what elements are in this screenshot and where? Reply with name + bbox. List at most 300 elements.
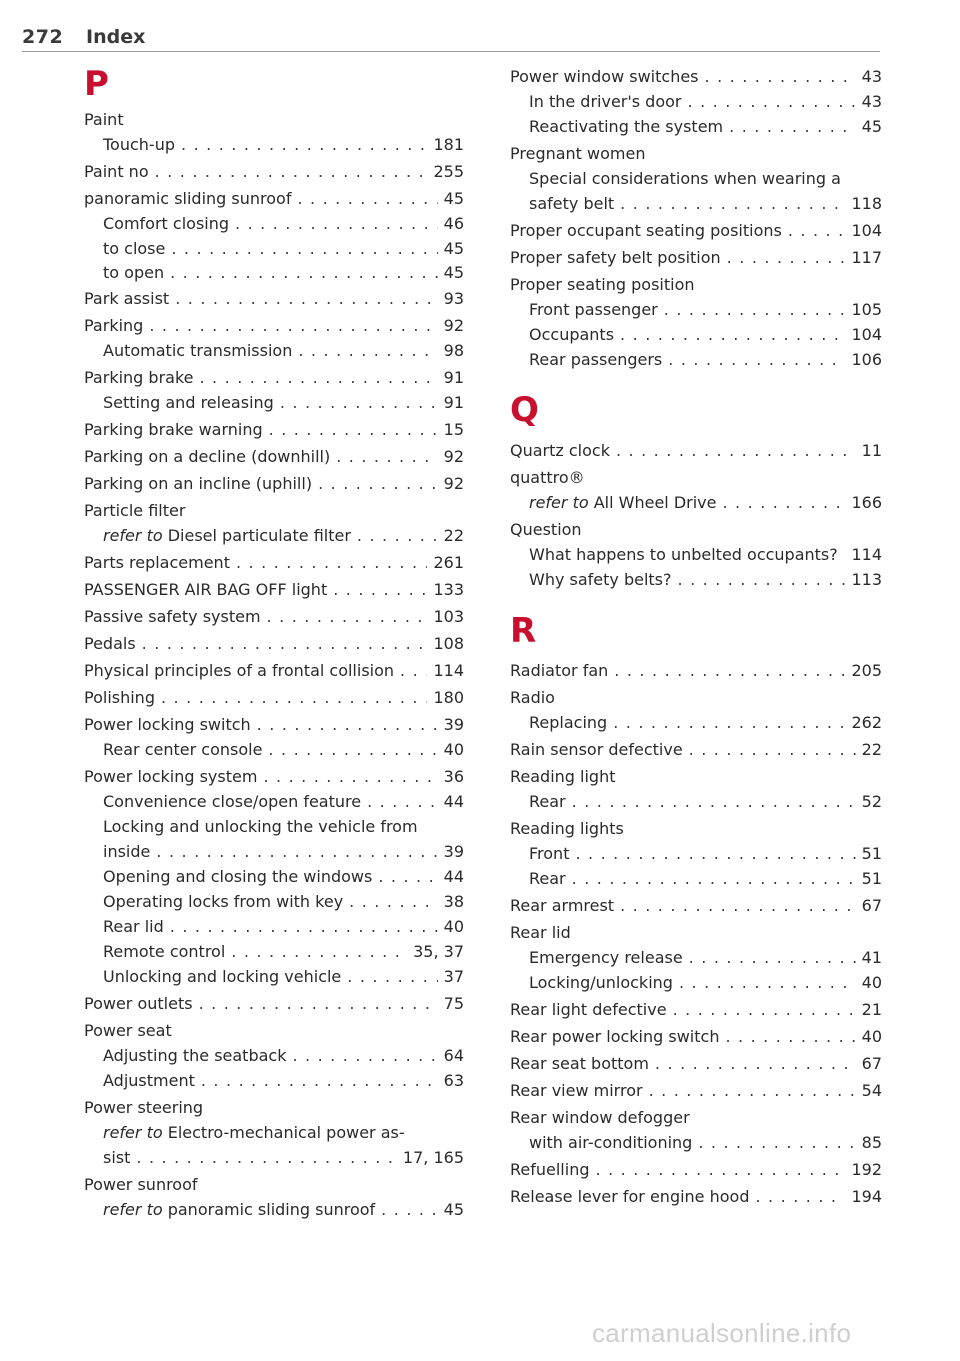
index-entry <box>529 712 882 734</box>
dot-leader <box>181 134 427 156</box>
dot-leader <box>347 966 437 988</box>
dot-leader <box>142 633 428 655</box>
index-entry <box>529 569 882 591</box>
dot-leader <box>357 525 438 547</box>
dot-leader <box>588 519 876 541</box>
entry-label: Comfort closing <box>103 214 230 233</box>
entry-label: Rear lid <box>103 917 164 936</box>
entry-label: Radio <box>510 688 555 707</box>
index-entry <box>510 739 882 761</box>
dot-leader <box>722 492 845 514</box>
refer-to-label: refer to <box>103 1123 163 1142</box>
page-reference: 91 <box>443 393 464 412</box>
entry-label: Front <box>529 844 570 863</box>
dot-leader <box>268 739 437 761</box>
entry-label: Parking brake warning <box>84 420 263 439</box>
page-reference: 92 <box>443 474 464 493</box>
page-reference: 114 <box>851 545 882 564</box>
dot-leader <box>591 467 876 489</box>
page-reference: 113 <box>851 570 882 589</box>
dot-leader <box>664 299 846 321</box>
page-reference: 43 <box>861 67 882 86</box>
entry-label: Adjusting the seatback <box>103 1046 287 1065</box>
index-entry <box>103 916 464 938</box>
page-reference: 43 <box>861 92 882 111</box>
dot-leader <box>381 1199 437 1221</box>
dot-leader <box>156 841 437 863</box>
page-reference: 11 <box>861 441 882 460</box>
entry-label <box>103 1122 405 1144</box>
entry-label: Particle filter <box>84 501 186 520</box>
entry-label: Parts replacement <box>84 553 230 572</box>
entry-label: Touch-up <box>103 135 175 154</box>
dot-leader <box>257 714 438 736</box>
entry-text: Electro-mechanical power as- <box>167 1123 405 1142</box>
index-entry <box>84 766 464 788</box>
page-reference: 52 <box>861 792 882 811</box>
index-entry <box>529 1132 882 1154</box>
dot-leader <box>844 544 846 566</box>
entry-text: All Wheel Drive <box>593 493 717 512</box>
entry-label: Rear view mirror <box>510 1081 643 1100</box>
dot-leader <box>378 866 437 888</box>
entry-label: Question <box>510 520 582 539</box>
dot-leader <box>613 712 845 734</box>
page-reference: 40 <box>443 917 464 936</box>
page-reference: 45 <box>443 263 464 282</box>
entry-label: Pregnant women <box>510 144 646 163</box>
dot-leader <box>701 274 876 296</box>
dot-leader <box>297 188 437 210</box>
index-entry <box>510 1159 882 1181</box>
entry-label <box>103 525 351 547</box>
index-entry <box>529 843 882 865</box>
page-reference: 41 <box>861 948 882 967</box>
page-reference: 255 <box>433 162 464 181</box>
dot-leader <box>155 161 428 183</box>
index-entry <box>84 1020 464 1042</box>
section-letter: P <box>84 64 109 104</box>
index-entry <box>529 324 882 346</box>
page-reference: 85 <box>861 1133 882 1152</box>
entry-label: Rear <box>529 869 566 888</box>
page-reference: 22 <box>443 526 464 545</box>
page-reference: 92 <box>443 316 464 335</box>
index-entry <box>510 687 882 709</box>
dot-leader <box>727 247 846 269</box>
page-reference: 67 <box>861 896 882 915</box>
page-reference: 133 <box>433 580 464 599</box>
entry-label: Paint no <box>84 162 149 181</box>
entry-label: Rear power locking switch <box>510 1027 720 1046</box>
page-reference: 35, 37 <box>413 942 464 961</box>
page-reference: 180 <box>433 688 464 707</box>
page-reference: 45 <box>861 117 882 136</box>
dot-leader <box>673 999 856 1021</box>
entry-label: Replacing <box>529 713 608 732</box>
page-reference: 181 <box>433 135 464 154</box>
index-entry <box>103 841 464 863</box>
index-entry <box>529 972 882 994</box>
page-reference: 194 <box>851 1187 882 1206</box>
entry-label: Convenience close/open feature <box>103 792 362 811</box>
index-entry <box>84 552 464 574</box>
page-reference: 36 <box>443 767 464 786</box>
dot-leader <box>614 660 845 682</box>
entry-label: PASSENGER AIR BAG OFF light <box>84 580 328 599</box>
dot-leader <box>788 220 846 242</box>
dot-leader <box>705 66 856 88</box>
dot-leader <box>622 766 877 788</box>
page-reference: 105 <box>851 300 882 319</box>
entry-label: Why safety belts? <box>529 570 672 589</box>
entry-label: Release lever for engine hood <box>510 1187 750 1206</box>
index-entry <box>529 868 882 890</box>
page-reference: 17, 165 <box>402 1148 464 1167</box>
index-entry <box>529 544 882 566</box>
page-reference: 67 <box>861 1054 882 1073</box>
index-entry <box>84 161 464 183</box>
index-entry <box>529 116 882 138</box>
entry-label: Special considerations when wearing a <box>529 169 841 188</box>
dot-leader <box>170 262 438 284</box>
index-entry <box>529 299 882 321</box>
index-entry <box>529 91 882 113</box>
index-entry <box>510 220 882 242</box>
entry-label: Refuelling <box>510 1160 590 1179</box>
index-entry <box>529 492 882 514</box>
entry-label: Rear <box>529 792 566 811</box>
dot-leader <box>170 916 438 938</box>
index-entry <box>510 1080 882 1102</box>
dot-leader <box>678 569 846 591</box>
entry-label: Paint <box>84 110 124 129</box>
dot-leader <box>561 687 876 709</box>
index-entry <box>510 1186 882 1208</box>
entry-label: Power sunroof <box>84 1175 198 1194</box>
dot-leader <box>400 660 427 682</box>
index-entry <box>103 941 464 963</box>
index-entry <box>529 947 882 969</box>
index-entry <box>103 392 464 414</box>
index-entry <box>510 519 882 541</box>
index-entry <box>510 922 882 944</box>
dot-leader <box>847 168 876 190</box>
index-entry <box>84 993 464 1015</box>
entry-label: Automatic transmission <box>103 341 293 360</box>
entry-label <box>103 1199 375 1221</box>
page-reference: 104 <box>851 221 882 240</box>
dot-leader <box>136 1147 397 1169</box>
page-reference: 93 <box>443 289 464 308</box>
page-reference: 45 <box>443 1200 464 1219</box>
entry-label: Pedals <box>84 634 136 653</box>
index-entry <box>84 606 464 628</box>
page-reference: 63 <box>443 1071 464 1090</box>
index-entry <box>103 966 464 988</box>
index-entry <box>84 288 464 310</box>
entry-label: Proper safety belt position <box>510 248 721 267</box>
index-entry <box>103 791 464 813</box>
entry-label: Parking on a decline (downhill) <box>84 447 331 466</box>
dot-leader <box>318 473 438 495</box>
entry-label: Locking and unlocking the vehicle from <box>103 817 418 836</box>
dot-leader <box>649 1080 856 1102</box>
page-number: 272 <box>22 26 64 48</box>
index-entry <box>510 895 882 917</box>
entry-label: Radiator fan <box>510 661 609 680</box>
index-entry <box>103 866 464 888</box>
dot-leader <box>616 440 856 462</box>
section-letter: R <box>510 611 537 651</box>
page-reference: 192 <box>851 1160 882 1179</box>
index-entry <box>510 467 882 489</box>
entry-label: Rear passengers <box>529 350 663 369</box>
page-reference: 45 <box>443 189 464 208</box>
entry-label: Polishing <box>84 688 155 707</box>
entry-label: Unlocking and locking vehicle <box>103 967 342 986</box>
index-entry <box>529 349 882 371</box>
page-reference: 261 <box>433 553 464 572</box>
page-reference: 262 <box>851 713 882 732</box>
dot-leader <box>191 500 458 522</box>
index-entry <box>84 1174 464 1196</box>
entry-label: to close <box>103 239 166 258</box>
dot-leader <box>209 1097 458 1119</box>
refer-to-label: refer to <box>529 493 589 512</box>
page-reference: 91 <box>443 368 464 387</box>
index-entry <box>103 1122 464 1144</box>
entry-label: Parking on an incline (uphill) <box>84 474 313 493</box>
page-reference: 38 <box>443 892 464 911</box>
entry-label: Power window switches <box>510 67 699 86</box>
dot-leader <box>149 315 437 337</box>
index-entry <box>84 419 464 441</box>
entry-label: Parking brake <box>84 368 194 387</box>
entry-label: Reactivating the system <box>529 117 724 136</box>
entry-label: quattro® <box>510 468 585 487</box>
dot-leader <box>596 1159 846 1181</box>
page-reference: 92 <box>443 447 464 466</box>
entry-label: Rear seat bottom <box>510 1054 649 1073</box>
header-rule <box>22 51 880 52</box>
index-entry <box>103 262 464 284</box>
entry-label <box>529 492 716 514</box>
entry-label: Proper occupant seating positions <box>510 221 782 240</box>
dot-leader <box>575 843 855 865</box>
page-reference: 37 <box>443 967 464 986</box>
index-entry <box>510 66 882 88</box>
page-reference: 40 <box>443 740 464 759</box>
dot-leader <box>651 143 876 165</box>
refer-to-label: refer to <box>103 526 163 545</box>
dot-leader <box>336 446 437 468</box>
index-entry <box>103 739 464 761</box>
entry-label: In the driver's door <box>529 92 682 111</box>
refer-to-label: refer to <box>103 1200 163 1219</box>
entry-label: Rear window defogger <box>510 1108 690 1127</box>
index-entry <box>103 1199 464 1221</box>
entry-label: Rear center console <box>103 740 263 759</box>
index-entry <box>510 999 882 1021</box>
page-reference: 64 <box>443 1046 464 1065</box>
page-reference: 205 <box>851 661 882 680</box>
dot-leader <box>280 392 438 414</box>
page-reference: 98 <box>443 341 464 360</box>
dot-leader <box>696 1107 876 1129</box>
page-reference: 103 <box>433 607 464 626</box>
page-reference: 117 <box>851 248 882 267</box>
page-reference: 15 <box>443 420 464 439</box>
entry-label: Power seat <box>84 1021 172 1040</box>
dot-leader <box>620 193 845 215</box>
entry-text: Diesel particulate filter <box>167 526 351 545</box>
entry-label: Rear light defective <box>510 1000 667 1019</box>
page-reference: 40 <box>861 973 882 992</box>
index-entry <box>103 340 464 362</box>
index-entry <box>103 238 464 260</box>
entry-label: Quartz clock <box>510 441 610 460</box>
index-entry <box>529 193 882 215</box>
dot-leader <box>630 818 876 840</box>
entry-label: Rain sensor defective <box>510 740 683 759</box>
dot-leader <box>201 1070 438 1092</box>
page-reference: 22 <box>861 740 882 759</box>
dot-leader <box>236 552 427 574</box>
entry-label: sist <box>103 1148 131 1167</box>
page-reference: 44 <box>443 867 464 886</box>
entry-label: Rear armrest <box>510 896 615 915</box>
index-entry <box>510 274 882 296</box>
index-entry <box>103 816 464 838</box>
entry-label: Occupants <box>529 325 615 344</box>
index-entry <box>84 109 464 131</box>
page-reference: 21 <box>861 1000 882 1019</box>
dot-leader <box>725 1026 855 1048</box>
index-entry <box>103 1045 464 1067</box>
entry-label: Reading light <box>510 767 616 786</box>
entry-text: panoramic sliding sunroof <box>167 1200 376 1219</box>
dot-leader <box>171 238 437 260</box>
dot-leader <box>577 922 876 944</box>
page-reference: 106 <box>851 350 882 369</box>
page-reference: 118 <box>851 194 882 213</box>
dot-leader <box>130 109 458 131</box>
page-reference: 108 <box>433 634 464 653</box>
entry-label: Passive safety system <box>84 607 261 626</box>
page-reference: 54 <box>861 1081 882 1100</box>
index-entry <box>84 660 464 682</box>
entry-label: Parking <box>84 316 144 335</box>
index-entry <box>103 1070 464 1092</box>
dot-leader <box>689 739 856 761</box>
dot-leader <box>298 340 437 362</box>
dot-leader <box>572 868 856 890</box>
entry-label: Locking/unlocking <box>529 973 673 992</box>
index-entry <box>84 1097 464 1119</box>
index-entry <box>84 633 464 655</box>
index-entry <box>84 714 464 736</box>
index-entry <box>84 687 464 709</box>
page-reference: 39 <box>443 842 464 861</box>
index-entry <box>103 213 464 235</box>
index-entry <box>510 1107 882 1129</box>
index-entry <box>510 818 882 840</box>
index-entry <box>84 446 464 468</box>
index-entry <box>84 473 464 495</box>
dot-leader <box>698 1132 855 1154</box>
entry-label: Adjustment <box>103 1071 195 1090</box>
entry-label: Reading lights <box>510 819 624 838</box>
index-entry <box>84 367 464 389</box>
entry-label: Rear lid <box>510 923 571 942</box>
index-entry <box>510 143 882 165</box>
dot-leader <box>263 766 437 788</box>
entry-label: Front passenger <box>529 300 658 319</box>
entry-label: Operating locks from with key <box>103 892 344 911</box>
entry-label: Emergency release <box>529 948 683 967</box>
entry-label: to open <box>103 263 165 282</box>
page-reference: 114 <box>433 661 464 680</box>
dot-leader <box>367 791 438 813</box>
page-reference: 39 <box>443 715 464 734</box>
dot-leader <box>755 1186 845 1208</box>
index-entry <box>510 1053 882 1075</box>
entry-label: panoramic sliding sunroof <box>84 189 292 208</box>
entry-label: Power outlets <box>84 994 193 1013</box>
page-reference: 40 <box>861 1027 882 1046</box>
entry-label: with air-conditioning <box>529 1133 693 1152</box>
dot-leader <box>620 895 856 917</box>
dot-leader <box>178 1020 458 1042</box>
dot-leader <box>269 419 438 441</box>
page-reference: 51 <box>861 869 882 888</box>
entry-label: Power locking switch <box>84 715 251 734</box>
index-entry <box>84 500 464 522</box>
dot-leader <box>655 1053 856 1075</box>
dot-leader <box>620 324 845 346</box>
dot-leader <box>688 91 856 113</box>
page-reference: 51 <box>861 844 882 863</box>
entry-label: Power steering <box>84 1098 204 1117</box>
dot-leader <box>349 891 437 913</box>
index-entry <box>510 247 882 269</box>
page-reference: 104 <box>851 325 882 344</box>
dot-leader <box>729 116 856 138</box>
dot-leader <box>424 816 458 838</box>
dot-leader <box>231 941 407 963</box>
dot-leader <box>199 993 438 1015</box>
index-entry <box>103 134 464 156</box>
section-letter: Q <box>510 390 539 430</box>
entry-label: Park assist <box>84 289 170 308</box>
entry-label: What happens to unbelted occupants? <box>529 545 838 564</box>
dot-leader <box>204 1174 458 1196</box>
page-reference: 75 <box>443 994 464 1013</box>
index-entry <box>103 525 464 547</box>
entry-label: Setting and releasing <box>103 393 274 412</box>
index-entry <box>529 168 882 190</box>
index-entry <box>510 766 882 788</box>
page-reference: 46 <box>443 214 464 233</box>
index-entry <box>510 1026 882 1048</box>
page-reference: 166 <box>851 493 882 512</box>
dot-leader <box>333 579 427 601</box>
entry-label: Physical principles of a frontal collision <box>84 661 395 680</box>
index-entry <box>103 891 464 913</box>
dot-leader <box>668 349 845 371</box>
page-reference: 44 <box>443 792 464 811</box>
